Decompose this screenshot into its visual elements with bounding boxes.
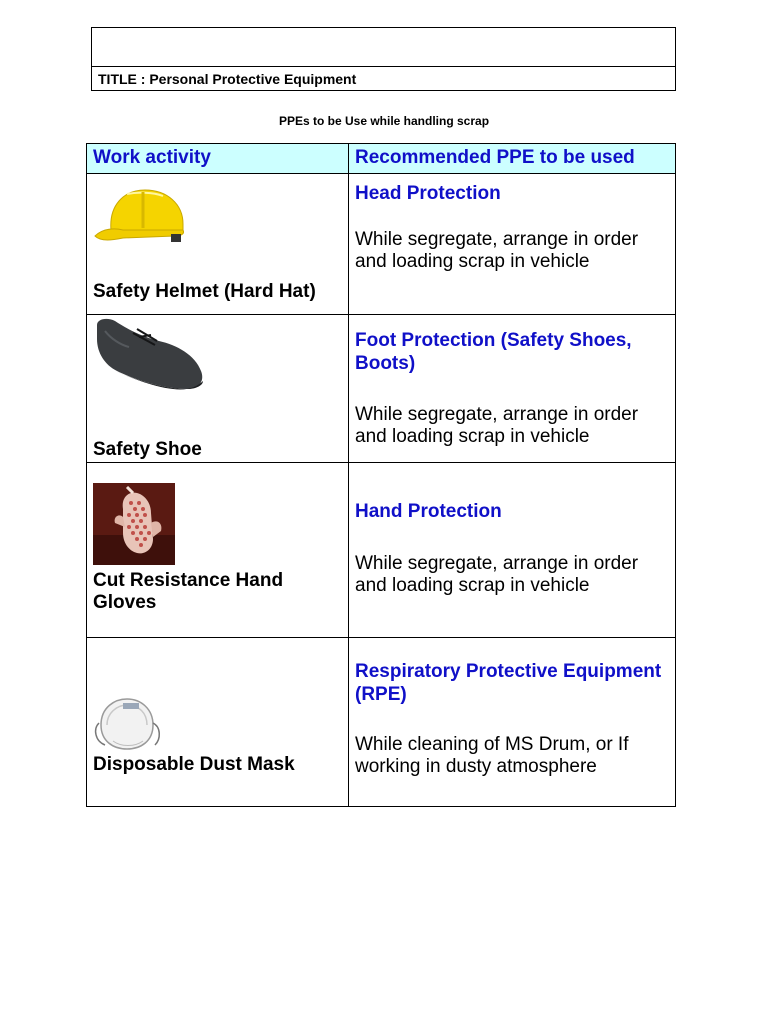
document-title-box xyxy=(91,27,676,91)
activity-label: Disposable Dust Mask xyxy=(93,754,295,775)
ppe-heading: Respiratory Protective Equipment (RPE) xyxy=(355,661,662,705)
dust-mask-icon xyxy=(93,695,163,755)
ppe-table xyxy=(86,143,676,807)
ppe-heading: Head Protection xyxy=(355,183,501,204)
ppe-heading: Hand Protection xyxy=(355,501,502,522)
ppe-description: While cleaning of MS Drum, or If working in dusty atmosphere xyxy=(355,734,629,777)
activity-cell xyxy=(87,315,349,463)
ppe-cell xyxy=(349,463,676,638)
safety-shoe-icon xyxy=(93,315,209,395)
ppe-cell xyxy=(349,638,676,807)
activity-cell xyxy=(87,174,349,315)
table-row xyxy=(87,174,676,315)
table-header-row xyxy=(87,144,676,174)
activity-label: Safety Shoe xyxy=(93,439,202,460)
table-row xyxy=(87,638,676,807)
glove-icon xyxy=(93,483,175,565)
title-box-blank-row xyxy=(92,28,675,67)
activity-cell xyxy=(87,463,349,638)
ppe-cell xyxy=(349,315,676,463)
document-title: TITLE : Personal Protective Equipment xyxy=(98,71,357,87)
ppe-heading: Foot Protection (Safety Shoes, Boots) xyxy=(355,330,632,374)
ppe-cell xyxy=(349,174,676,315)
header-recommended-ppe: Recommended PPE to be used xyxy=(349,144,676,174)
ppe-description: While segregate, arrange in order and loading scrap in vehicle xyxy=(355,229,639,272)
activity-cell xyxy=(87,638,349,807)
header-work-activity: Work activity xyxy=(87,144,349,174)
ppe-description: While segregate, arrange in order and loading scrap in vehicle xyxy=(355,404,639,447)
activity-label: Cut Resistance Hand Gloves xyxy=(93,570,284,613)
table-row xyxy=(87,463,676,638)
ppe-description: While segregate, arrange in order and loading scrap in vehicle xyxy=(355,553,639,596)
table-row xyxy=(87,315,676,463)
activity-label: Safety Helmet (Hard Hat) xyxy=(93,281,316,302)
hard-hat-icon xyxy=(93,184,189,250)
document-subtitle: PPEs to be Use while handling scrap xyxy=(278,114,490,128)
